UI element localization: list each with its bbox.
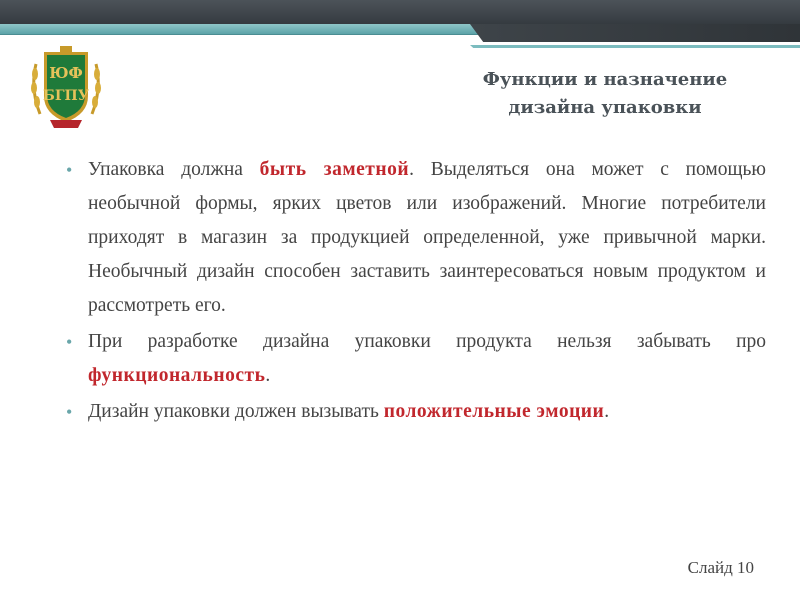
top-right-tab	[470, 24, 800, 42]
bullet-dot-icon: •	[66, 160, 73, 180]
top-bar	[0, 0, 800, 24]
bullet-item: • При разработке дизайна упаковки продукта нельзя забывать про функциональность.	[66, 325, 766, 393]
bullet-item: • Дизайн упаковки должен вызывать положительные эмоции.	[66, 395, 766, 429]
bullet-list	[66, 153, 766, 431]
highlight-text: функциональность	[88, 365, 266, 386]
university-crest-logo	[30, 44, 102, 132]
svg-text:ЮФ: ЮФ	[49, 64, 83, 82]
title-line-2: дизайна упаковки	[508, 97, 702, 118]
highlight-text: положительные эмоции	[383, 401, 605, 422]
slide-number: Слайд 10	[687, 558, 754, 577]
bullet-dot-icon: •	[66, 332, 73, 352]
slide-title	[440, 66, 770, 122]
bullet-item: • Упаковка должна быть заметной. Выделяться она может с помощью необычной формы, ярких цветов или изображений. Многие потребители приходят в магазин за продукцией определенной, уже привычной марки. Необычный дизайн способен заставить заинтересоваться новым продуктом и рассмотреть его.	[66, 153, 766, 323]
top-right-tab-line	[470, 45, 800, 48]
title-line-1: Функции и назначение	[482, 69, 728, 90]
svg-text:БГПУ: БГПУ	[42, 88, 90, 104]
highlight-text: быть заметной	[259, 159, 410, 180]
bullet-dot-icon: •	[66, 402, 73, 422]
